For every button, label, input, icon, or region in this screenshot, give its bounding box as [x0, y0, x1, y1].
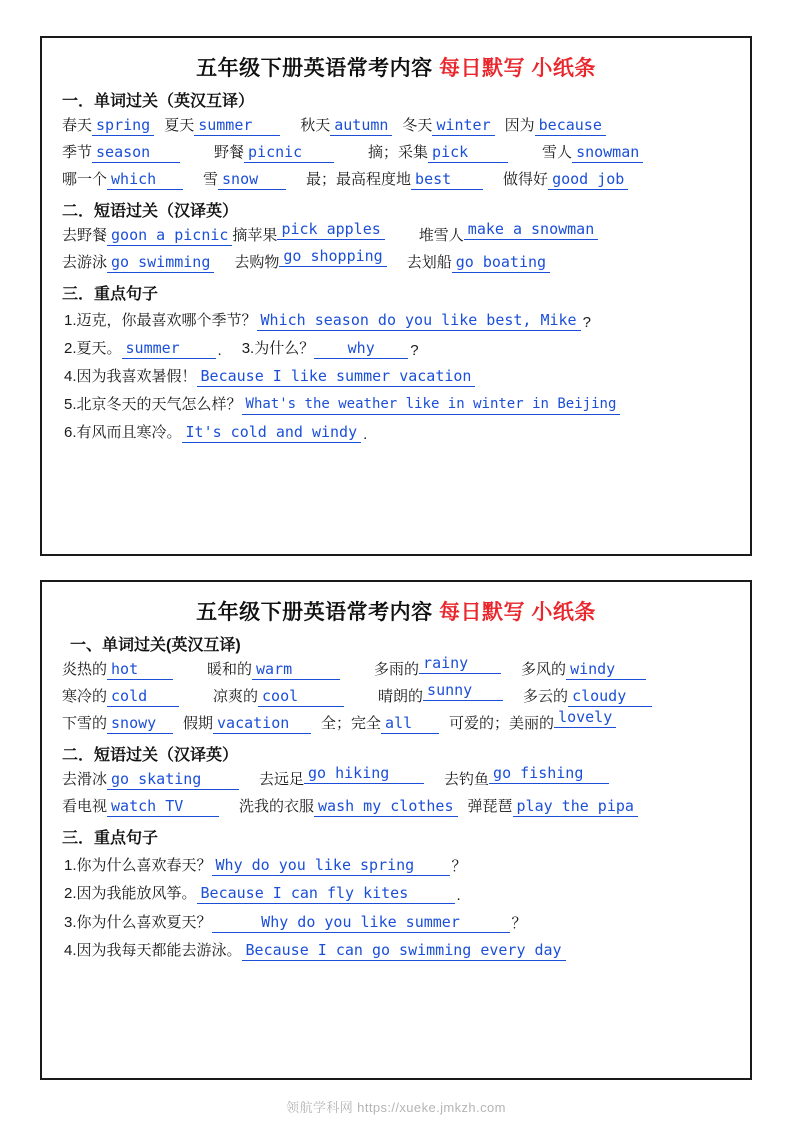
answer-blank[interactable]: snow — [218, 170, 286, 190]
answer-blank[interactable]: wash my clothes — [314, 797, 457, 817]
card-title-main: 五年级下册英语常考内容 — [196, 601, 433, 624]
answer-blank[interactable]: go swimming — [107, 253, 214, 273]
sentence-row — [58, 907, 734, 936]
sentence-row — [58, 879, 734, 907]
answer-blank[interactable]: Why do you like spring — [212, 856, 450, 876]
phrase-row — [58, 794, 734, 819]
prompt-cn: 假期 — [183, 715, 214, 732]
answer-blank[interactable]: which — [107, 170, 183, 190]
prompt-cn: 5.北京冬天的天气怎么样？ — [64, 396, 242, 413]
prompt-cn: 6.有风而且寒冷。 — [64, 424, 182, 441]
prompt-cn: 季节 — [62, 144, 93, 161]
word-row — [58, 681, 734, 709]
prompt-cn: 多云的 — [523, 688, 569, 705]
answer-blank[interactable]: rainy — [419, 654, 501, 674]
prompt-cn: 雪人 — [542, 144, 573, 161]
prompt-cn: 炎热的 — [62, 661, 108, 678]
answer-blank[interactable]: Because I can go swimming every day — [242, 941, 566, 961]
answer-blank[interactable]: cool — [258, 687, 344, 707]
answer-blank[interactable]: snowy — [107, 714, 173, 734]
word-row — [58, 167, 734, 192]
answer-blank[interactable]: Which season do you like best, Mike — [257, 311, 581, 331]
prompt-cn: 暖和的 — [207, 661, 253, 678]
prompt-cn: 1.迈克，你最喜欢哪个季节？ — [64, 312, 257, 329]
sentence-row — [58, 850, 734, 879]
sentence-tail: . — [217, 342, 222, 359]
sentence-tail: . — [363, 426, 368, 443]
section-heading-sentences: 三．重点句子 — [62, 286, 159, 303]
phrase-row — [58, 220, 734, 248]
note-card-1 — [40, 36, 752, 556]
card-title-2 — [58, 596, 734, 626]
watermark-footer: 领航学科网 https://xueke.jmkzh.com — [286, 1100, 506, 1115]
answer-blank[interactable]: go fishing — [489, 764, 609, 784]
prompt-cn: 洗我的衣服 — [239, 798, 315, 815]
prompt-cn: 冬天 — [402, 117, 433, 134]
answer-blank[interactable]: play the pipa — [513, 797, 638, 817]
prompt-cn: 去购物 — [234, 254, 280, 271]
answer-blank[interactable]: season — [92, 143, 180, 163]
prompt-cn: 去游泳 — [62, 254, 108, 271]
card-title-1 — [58, 52, 734, 82]
section-heading-words: 一、单词过关(英汉互译) — [70, 637, 241, 654]
card-title-main: 五年级下册英语常考内容 — [196, 57, 433, 80]
sentence-row — [58, 390, 734, 418]
answer-blank[interactable]: Because I like summer vacation — [197, 367, 476, 387]
answer-blank[interactable]: hot — [107, 660, 173, 680]
answer-blank[interactable]: lovely — [554, 708, 616, 728]
answer-blank[interactable]: best — [411, 170, 483, 190]
prompt-cn: 2.因为我能放风筝。 — [64, 885, 197, 902]
answer-blank[interactable]: watch TV — [107, 797, 219, 817]
prompt-cn: 堆雪人 — [418, 227, 464, 244]
prompt-cn: 下雪的 — [62, 715, 108, 732]
note-card-2 — [40, 580, 752, 1080]
prompt-cn: 春天 — [62, 117, 93, 134]
answer-blank[interactable]: good job — [548, 170, 628, 190]
answer-blank[interactable]: go shopping — [279, 247, 386, 267]
section-heading-phrases: 二．短语过关（汉译英） — [62, 747, 239, 764]
prompt-cn: 去钓鱼 — [444, 771, 490, 788]
sentence-tail: . — [456, 887, 461, 904]
answer-blank[interactable]: summer — [122, 339, 216, 359]
prompt-cn: 去划船 — [406, 254, 452, 271]
answer-blank[interactable]: go skating — [107, 770, 239, 790]
prompt-cn: 2.夏天。 — [64, 340, 122, 357]
answer-blank[interactable]: snowman — [572, 143, 643, 163]
sentence-row — [58, 306, 734, 334]
prompt-cn: 4.因为我每天都能去游泳。 — [64, 942, 242, 959]
sentence-tail: ？ — [511, 915, 527, 932]
prompt-cn: 摘；采集 — [368, 144, 429, 161]
prompt-cn: 秋天 — [300, 117, 331, 134]
answer-blank[interactable]: make a snowman — [464, 220, 598, 240]
prompt-cn: 野餐 — [214, 144, 245, 161]
prompt-cn: 夏天 — [164, 117, 195, 134]
prompt-cn: 哪一个 — [62, 171, 108, 188]
answer-blank[interactable]: Why do you like summer — [212, 913, 510, 933]
prompt-cn: 凉爽的 — [213, 688, 259, 705]
answer-blank[interactable]: pick apples — [277, 220, 384, 240]
word-row — [58, 654, 734, 682]
prompt-cn: 最；最高程度地 — [306, 171, 412, 188]
prompt-cn: 1.你为什么喜欢春天？ — [64, 857, 212, 874]
prompt-cn: 去滑冰 — [62, 771, 108, 788]
prompt-cn: 因为 — [504, 117, 535, 134]
answer-blank[interactable]: vacation — [213, 714, 311, 734]
answer-blank[interactable]: picnic — [244, 143, 334, 163]
answer-blank[interactable]: Because I can fly kites — [197, 884, 455, 904]
answer-blank[interactable]: spring — [92, 116, 154, 136]
sentence-tail: ？ — [451, 858, 467, 875]
phrase-row — [58, 764, 734, 792]
prompt-cn: 寒冷的 — [62, 688, 108, 705]
section-heading-phrases: 二．短语过关（汉译英） — [62, 203, 239, 220]
prompt-cn: 看电视 — [62, 798, 108, 815]
answer-blank[interactable]: why — [314, 339, 408, 359]
prompt-cn: 全；完全 — [321, 715, 382, 732]
answer-blank[interactable]: goon a picnic — [107, 226, 232, 246]
answer-blank[interactable]: because — [535, 116, 606, 136]
prompt-cn: 弹琵琶 — [467, 798, 513, 815]
prompt-cn: 摘苹果 — [232, 227, 278, 244]
sentence-row — [58, 362, 734, 390]
word-row — [58, 113, 734, 138]
answer-blank[interactable]: autumn — [330, 116, 392, 136]
phrase-row — [58, 247, 734, 275]
answer-blank[interactable]: pick — [428, 143, 508, 163]
answer-blank[interactable]: sunny — [423, 681, 503, 701]
card-title-highlight: 每日默写 小纸条 — [439, 601, 596, 624]
sentence-tail: ? — [582, 314, 591, 331]
sentence-row — [58, 418, 734, 446]
prompt-cn: 雪 — [203, 171, 219, 188]
answer-blank[interactable]: windy — [566, 660, 646, 680]
answer-blank[interactable]: warm — [252, 660, 340, 680]
answer-blank[interactable]: all — [381, 714, 439, 734]
sentence-row — [58, 936, 734, 964]
prompt-cn: 多雨的 — [374, 661, 420, 678]
answer-blank[interactable]: cloudy — [568, 687, 652, 707]
answer-blank[interactable]: It's cold and windy — [182, 423, 362, 443]
prompt-cn: 晴朗的 — [378, 688, 424, 705]
answer-blank[interactable]: What's the weather like in winter in Beijing — [242, 395, 621, 415]
answer-blank[interactable]: go hiking — [304, 764, 424, 784]
word-row — [58, 708, 734, 736]
prompt-cn: 去远足 — [259, 771, 305, 788]
sentence-row — [58, 334, 734, 362]
sentence-tail: ? — [410, 342, 419, 359]
answer-blank[interactable]: summer — [194, 116, 280, 136]
prompt-cn: 做得好 — [503, 171, 549, 188]
prompt-cn: 多风的 — [521, 661, 567, 678]
card-title-highlight: 每日默写 小纸条 — [439, 57, 596, 80]
prompt-cn: 3.为什么？ — [241, 340, 315, 357]
answer-blank[interactable]: winter — [432, 116, 494, 136]
prompt-cn: 去野餐 — [62, 227, 108, 244]
prompt-cn: 4.因为我喜欢暑假！ — [64, 368, 197, 385]
section-heading-sentences: 三．重点句子 — [62, 830, 159, 847]
prompt-cn: 3.你为什么喜欢夏天？ — [64, 914, 212, 931]
section-heading-words: 一．单词过关（英汉互译） — [62, 93, 255, 110]
word-row — [58, 140, 734, 165]
answer-blank[interactable]: cold — [107, 687, 179, 707]
answer-blank[interactable]: go boating — [452, 253, 550, 273]
prompt-cn: 可爱的；美丽的 — [449, 715, 555, 732]
